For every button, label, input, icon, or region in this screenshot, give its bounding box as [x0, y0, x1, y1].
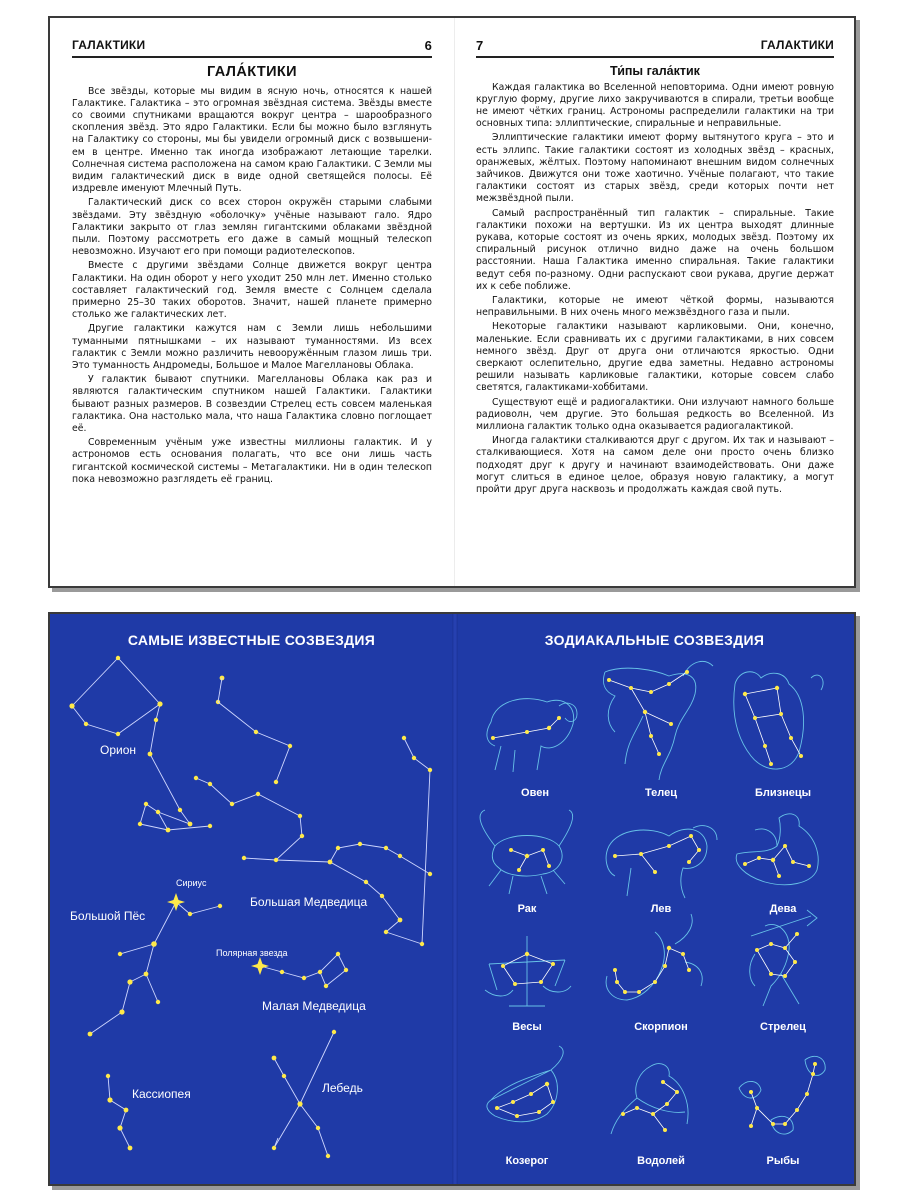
- paragraph: Другие галактики кажутся нам с Земли лишь небольшими туманными пятнышками – их называют туманностями. Из всех галактик с Земли можно различить невооружённым глазом лишь три. Это туманность Андромеды, Большое и Малое Магеллановы Облака.: [72, 323, 432, 371]
- polaris-star-icon: [251, 957, 269, 975]
- header-rule: [72, 56, 432, 58]
- zodiac-label: Овен: [521, 787, 549, 799]
- sirius-star-icon: [167, 893, 185, 911]
- running-title: ГАЛАКТИКИ: [760, 38, 834, 52]
- paragraph: Самый распространённый тип галактик – спиральные. Такие галактики похожи на вертушки. Из их центра выходят длинные рукава, которые состоят из очень ярких, молодых звёзд. Поэтому их спиральный рисунок отлично видно даже на очень большом расстоянии. Наша Галактика именно спиральная. Такие галактики ведут себя по-разному. Одни распускают свои рукава, другие держат их к себе поближе.: [476, 207, 834, 292]
- sagittarius-constellation: [750, 910, 817, 1006]
- paragraph: Галактический диск со всех сторон окружён старыми слабыми звёздами. Эту звёздную «оболочку» учёные называют гало. Ядро Галактики закрыто от глаз землян гигантскими облаками звёздной пыли. Поэтому рассмотреть его даже в самый мощный телескоп невозможно. Изучают его при помощи радиотелескопов.: [72, 197, 432, 258]
- zodiac-panel: [455, 614, 854, 1184]
- zodiac-label: Рыбы: [766, 1155, 800, 1167]
- text-spread: [48, 16, 856, 588]
- scorpio-constellation: [606, 914, 702, 1000]
- big-dipper-label: Большая Медведица: [250, 895, 368, 909]
- pisces-constellation: [739, 1056, 825, 1134]
- zodiac-label: Козерог: [505, 1155, 549, 1167]
- paragraph: Каждая галактика во Вселенной неповторима. Одни имеют ровную круглую форму, другие лихо закручиваются в спирали, третьи вообще не имеют чётких границ. Астрономы распределили галактики на три основных типа: эллиптические, спиральные и неправильные.: [476, 81, 834, 130]
- paragraph: Иногда галактики сталкиваются друг с другом. Их так и называют – сталкивающиеся. Хотя на самом деле они просто очень близко подходят друг к другу и начинают взаимодействовать. Они даже могут слиться в единое целое, образуя новую галактику, а могут пройти друг друга насквозь и продолжать каждая свой путь.: [476, 435, 834, 495]
- running-title: ГАЛАКТИКИ: [72, 38, 146, 52]
- running-header: [476, 38, 834, 53]
- capricorn-constellation: [487, 1046, 563, 1122]
- little-dipper-label: Малая Медведица: [262, 999, 366, 1013]
- right-body-text: [476, 82, 834, 497]
- taurus-constellation: [603, 661, 713, 780]
- left-page: [50, 18, 454, 586]
- star-map-spread: [48, 612, 856, 1186]
- orion-label: Орион: [100, 743, 137, 757]
- left-body-text: [72, 86, 432, 487]
- chapter-title: ГАЛА́КТИКИ: [207, 63, 297, 80]
- paragraph: Все звёзды, которые мы видим в ясную ночь, относятся к нашей Галактике. Галактика – это огромная звёздная система. Звёзды вместе со своими спутниками вращаются вокруг центра – шарообразного скопления звёзд. Это ядро Галактики. Если бы можно было взглянуть на Галактику со стороны, мы бы увидели огромный диск с возвышением в центре. Именно так иногда изображают летающие тарелки. Солнечная система расположена на самом краю Галактики. С Земли мы видим галактический диск в виде одной светящейся полосы. Её издревле именуют Млечный Путь.: [72, 85, 432, 195]
- libra-constellation: [485, 936, 571, 1006]
- zodiac-label: Весы: [512, 1021, 542, 1033]
- paragraph: Современным учёным уже известны миллионы галактик. И у астрономов есть основания полагать, что все они лишь часть гигантской космической системы – Метагалактики. Ни в один телескоп пока невозможно разглядеть её границ.: [72, 437, 432, 485]
- header-rule: [476, 56, 834, 58]
- zodiac-map: [455, 614, 854, 1186]
- paragraph: У галактик бывают спутники. Магеллановы Облака как раз и являются галактическим спутником нашей Галактики. Галактики бывают разных размеров. В созвездии Стрелец есть совсем маленькая галактика. Она настолько мала, что наша Галактика словно поглощает её.: [72, 374, 432, 434]
- virgo-constellation: [736, 814, 818, 885]
- famous-constellations-title: САМЫЕ ИЗВЕСТНЫЕ СОЗВЕЗДИЯ: [127, 632, 376, 648]
- zodiac-label: Стрелец: [760, 1021, 806, 1033]
- cancer-constellation: [480, 810, 573, 894]
- zodiac-title: ЗОДИАКАЛЬНЫЕ СОЗВЕЗДИЯ: [544, 632, 765, 648]
- famous-constellations-map: [50, 614, 453, 1186]
- sirius-label: Сириус: [176, 878, 207, 888]
- paragraph: Вместе с другими звёздами Солнце движется вокруг центра Галактики. На один оборот у него уходит 250 млн лет. Именно столько составляет галактический год. Земля вместе с Солнцем сделала примерно 25–30 таких оборотов. Значит, нашей планете примерно столько же галактических лет.: [72, 260, 432, 321]
- running-header: [72, 38, 432, 53]
- aquarius-constellation: [611, 1064, 688, 1134]
- right-page: [454, 18, 856, 586]
- zodiac-label: Близнецы: [754, 787, 812, 799]
- paragraph: Эллиптические галактики имеют форму вытянутого круга – это и есть эллипс. Такие галактики состоят из холодных звёзд – красных, оранжевых, жёлтых. Поэтому напоминают внешним видом солнечных зайчиков. Движутся они тоже хаотично. Учёные полагают, что такие галактики состоят из старых звёзд, среди которых почти нет межзвёздной пыли.: [476, 132, 834, 205]
- zodiac-label: Рак: [517, 903, 537, 915]
- aries-constellation: [487, 699, 577, 772]
- section-title: Ти́пы гала́ктик: [610, 63, 700, 78]
- famous-constellations-panel: [50, 614, 453, 1184]
- paragraph: Существуют ещё и радиогалактики. Они излучают намного больше радиоволн, чем другие. Это большая редкость во Вселенной. Из миллиона галактик только одна оказывается радиогалактикой.: [476, 396, 834, 432]
- zodiac-label: Дева: [769, 903, 797, 915]
- paragraph: Некоторые галактики называют карликовыми. Они, конечно, маленькие. Если сравнивать их с другими галактиками, в них совсем немного звёзд. Друг от друга они отличаются яркостью. Одни сверкают ослепительно, другие едва заметны. Недавно астрономы решили называть карликовые галактики, которые совсем слабо светятся, галактиками-хоббитами.: [476, 321, 834, 394]
- polaris-label: Полярная звезда: [216, 948, 288, 958]
- cassiopeia-constellation: [106, 1074, 133, 1151]
- paragraph: Галактики, которые не имеют чёткой формы, называются неправильными. В них очень много межзвёздного газа и пыли.: [476, 294, 834, 319]
- zodiac-label: Лев: [650, 903, 672, 915]
- canis-major-label: Большой Пёс: [70, 909, 146, 923]
- zodiac-label: Скорпион: [634, 1021, 688, 1033]
- cygnus-label: Лебедь: [322, 1081, 363, 1095]
- zodiac-label: Телец: [644, 787, 678, 799]
- zodiac-label: Водолей: [637, 1155, 685, 1167]
- cassiopeia-label: Кассиопея: [132, 1087, 191, 1101]
- gemini-constellation: [734, 672, 823, 769]
- page-number: 7: [476, 38, 484, 53]
- leo-constellation: [606, 826, 717, 898]
- page-number: 6: [424, 38, 432, 53]
- big-dipper-constellation: [194, 736, 432, 946]
